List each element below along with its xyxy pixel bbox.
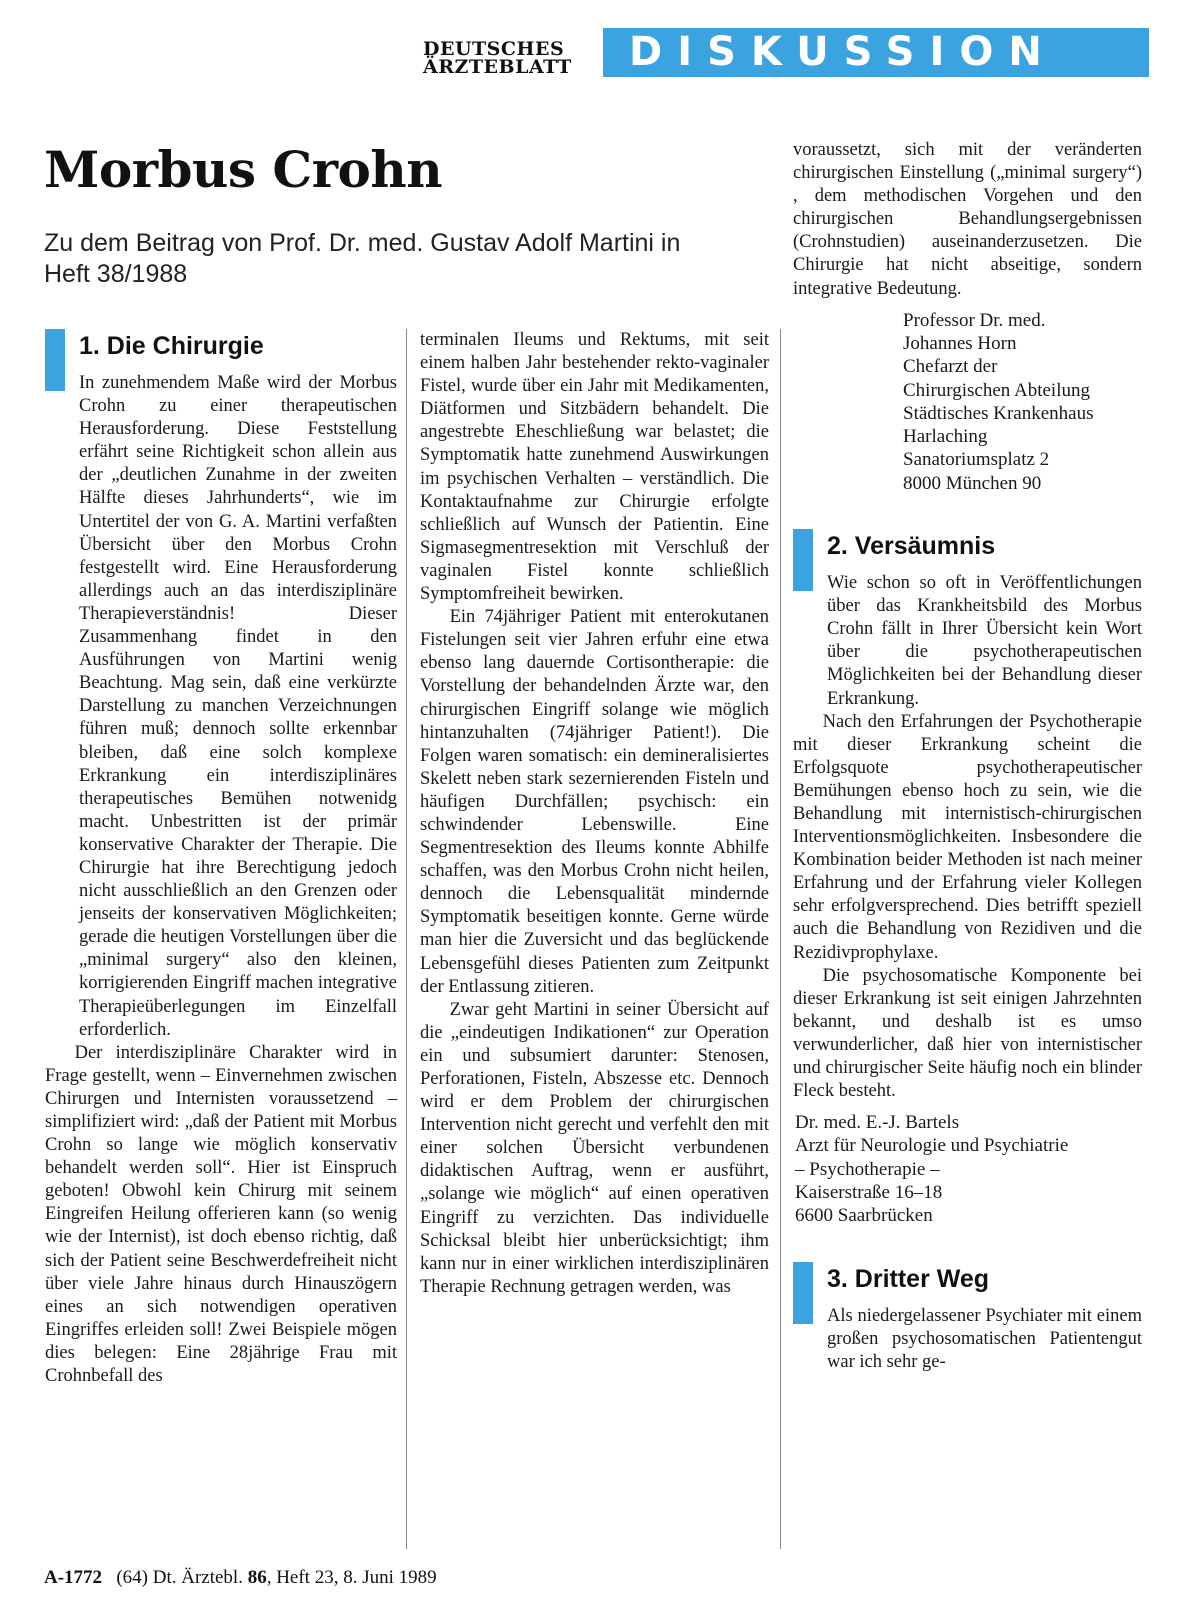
signature-line: Dr. med. E.-J. Bartels — [795, 1112, 960, 1134]
page-number: A-1772 — [44, 1567, 103, 1588]
section-marker — [45, 329, 65, 391]
signature-line: Professor Dr. med. — [903, 309, 1046, 331]
page-footer — [44, 1566, 437, 1590]
section-chirurgie — [45, 329, 397, 1388]
section-versaeumnis — [793, 529, 1142, 1103]
citation-prefix: (64) Dt. Ärztebl. — [116, 1567, 243, 1588]
paragraph: Nach den Erfahrungen der Psychotherapie mit dieser Erkrankung scheint die Erfolgsquote psychotherapeutischer Bemühungen ebenso hoch zu sein, wie die Behandlung mit internistisch-chirurgischen Interventionsmöglichkeiten. Insbesondere die Kombination beider Methoden ist nach meiner Erfahrung und der Erfahrung vieler Kollegen sehr erfolgversprechend. Dies betrifft speziell auch die Behandlung von Rezidiven und die Rezidivprophylaxe. — [793, 711, 1142, 963]
citation-volume: 86 — [247, 1567, 267, 1588]
column-rule — [406, 329, 407, 1549]
paragraph: terminalen Ileums und Rektums, mit seit einem halben Jahr bestehender rekto-vaginaler Fistel, wurde über ein Jahr mit Medikamenten, Diätformen und Sitzbädern behandelt. Die angestrebte Eheschließung war belastet; die Symptomatik hatte zunehmend Auswirkungen im psychischen Verhalten – verständlich. Die Kontaktaufnahme zur Chirurgie erfolgte schließlich auf Wunsch der Patientin. Eine Sigmasegmentresektion mit Verschluß der vaginalen Fistel konnte schließlich Symptomfreiheit bewirken. — [420, 330, 769, 605]
signature-line: – Psychotherapie – — [795, 1158, 940, 1180]
signature-line: Chefarzt der — [903, 356, 998, 378]
paragraph: Ein 74jähriger Patient mit enterokutanen Fistelungen seit vier Jahren erfuhr eine etwa ebenso lang dauernde Cortisontherapie: die Vorstellung der behandelnden Ärzte war, den chirurgischen Eingriff solange wie möglich hintanzuhalten (74jähriger Patient!). Die Folgen waren somatisch: ein demineralisiertes Skelett neben stark sezernierenden Fisteln und häufigen Durchfällen; psychisch: ein schwindender Lebenswille. Eine Segmentresektion des Ileums konnte Abhilfe schaffen, was den Morbus Crohn nicht heilen, dennoch die Lebensqualität mindernde Symptomatik beseitigen konnte. Gerne würde man hier die Zuversicht und das beglückende Lebensgefühl dieses Patienten zum Zeitpunkt der Entlassung zitieren. — [420, 607, 769, 997]
article-subtitle: Zu dem Beitrag von Prof. Dr. med. Gustav Adolf Martini in Heft 38/1988 — [44, 229, 681, 288]
paragraph: In zunehmendem Maße wird der Morbus Crohn zu einer therapeutischen Herausforderung. Diese Feststellung erfährt seine Richtigkeit schon allein aus der „deutlichen Zunahme in der zweiten Hälfte dieses Jahrhunderts“, wie im Untertitel der von G. A. Martini verfaßten Übersicht über den Morbus Crohn festgestellt wird. Eine Herausforderung allerdings auch an das interdisziplinäre Therapieverständnis! Dieser Zusammenhang findet in den Ausführungen von Martini wenig Beachtung. Mag sein, daß eine verkürzte Darstellung zu manchen Verzeichnungen führen muß; dennoch sollte erkennbar bleiben, daß eine solch komplexe Erkrankung ein interdisziplinäres therapeutisches Bemühen notwenidg macht. Unbestritten ist der primär konservative Charakter der Therapie. Die Chirurgie hat ihre Berechtigung jedoch nicht ausschließlich an den Grenzen oder jenseits der konservativen Möglichkeiten; gerade die heutigen Vorstellungen über die „minimal surgery“ also den kleinen, korrigierenden Eingriff machen integrative Therapieüberlegungen im Einzelfall erforderlich. — [79, 373, 397, 1040]
signature-horn — [793, 309, 1142, 495]
section-marker — [793, 529, 813, 591]
signature-line: Johannes Horn — [903, 332, 1017, 354]
signature-line: Sanatoriumsplatz 2 — [903, 449, 1050, 471]
paragraph: Wie schon so oft in Veröffentlichungen über das Krankheitsbild des Morbus Crohn fällt in Ihrer Übersicht kein Wort über die psychotherapeutischen Möglichkeiten bei der Behandlung dieser Erkrankung. — [827, 573, 1142, 709]
paragraph: Als niedergelassener Psychiater mit einem großen psychosomatischen Patientengut war ich sehr ge- — [827, 1305, 1142, 1372]
column-1 — [45, 329, 397, 1388]
citation-suffix: , Heft 23, 8. Juni 1989 — [266, 1567, 437, 1588]
section-marker — [793, 1262, 813, 1324]
journal-logo — [423, 40, 591, 76]
paragraph: voraussetzt, sich mit der veränderten chirurgischen Einstellung („minimal surgery“) , dem methodischen Vorgehen und den chirurgischen Behandlungsergebnissen (Crohnstudien) auseinanderzusetzen. Die Chirurgie hat nicht abseitige, sondern integrative Bedeutung. — [793, 140, 1142, 299]
signature-line: 8000 München 90 — [903, 472, 1042, 494]
column-2 — [420, 329, 769, 1299]
paragraph: Die psychosomatische Komponente bei dieser Erkrankung ist seit einigen Jahrzehnten bekannt, und deshalb ist es umso verwunderlicher, daß hier von internistischer und chirurgischer Seite häufig noch ein blinder Fleck besteht. — [793, 965, 1142, 1102]
signature-bartels — [793, 1111, 1142, 1227]
signature-line: Städtisches Krankenhaus — [903, 402, 1094, 424]
logo-line-1: DEUTSCHES — [423, 38, 565, 60]
article-title: Morbus Crohn — [44, 140, 443, 199]
signature-line: Harlaching — [903, 426, 988, 448]
section-heading: 3. Dritter Weg — [827, 1264, 990, 1293]
column-3 — [793, 139, 1142, 1374]
logo-line-2: ÄRZTEBLATT — [423, 56, 572, 78]
section-heading: 1. Die Chirurgie — [79, 332, 264, 360]
paragraph: Der interdisziplinäre Charakter wird in Frage gestellt, wenn – Einvernehmen zwischen Chirurgen und Internisten voraussetzend – simplifiziert wird: „daß der Patient mit Morbus Crohn so lange wie möglich konservativ behandelt werden soll“. Hier ist Einspruch geboten! Obwohl kein Chirurg mit seinem Eingreifen Heilung offerieren kann (so wenig wie der Internist), ist doch ebenso richtig, daß sich der Patient seine Beschwerdefreiheit nicht über viele Jahre hinaus durch Hinauszögern eines an sich notwendigen operativen Eingriffes erleiden soll! Zwei Beispiele mögen dies belegen: Eine 28jährige Frau mit Crohnbefall des — [45, 1042, 397, 1387]
section-band: DISKUSSION — [603, 28, 1149, 77]
signature-line: Arzt für Neurologie und Psychiatrie — [795, 1135, 1069, 1157]
paragraph: Zwar geht Martini in seiner Übersicht auf die „eindeutigen Indikationen“ zur Operation ein und subsumiert darunter: Stenosen, Perforationen, Fisteln, Abszesse etc. Dennoch wird er dem Problem der chirurgischen Intervention nicht gerecht und verfehlt den mit einer solchen Übersicht verbundenen didaktischen Auftrag, wenn er ausführt, „solange wie möglich“ auf einen operativen Eingriff zu verzichten. Das individuelle Schicksal bleibt hier unberücksichtigt; ihm kann nur in einer wirklichen interdisziplinären Therapie Rechnung getragen werden, was — [420, 999, 769, 1297]
section-dritter-weg — [793, 1262, 1142, 1374]
signature-line: Chirurgischen Abteilung — [903, 379, 1090, 401]
signature-line: Kaiserstraße 16–18 — [795, 1182, 943, 1204]
column-rule — [780, 329, 781, 1549]
signature-line: 6600 Saarbrücken — [795, 1205, 933, 1227]
section-heading: 2. Versäumnis — [827, 532, 996, 561]
